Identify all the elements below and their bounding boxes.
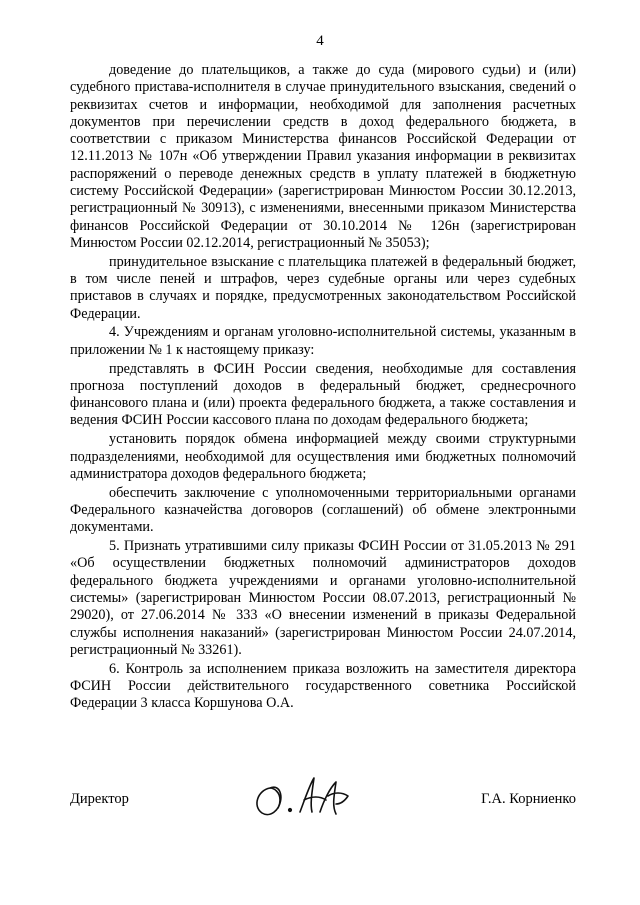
signature-block [70, 766, 576, 826]
handwritten-signature-icon [240, 766, 360, 826]
paragraph: доведение до плательщиков, а также до суда (мирового судьи) и (или) судебного пристава-исполнителя в случае принудительного взыскания, сведений о реквизитах счетов и информации, необходимой для заполнения расчетных документов при перечислении средств в доход федерального бюджета, в соответствии с приказом Министерства финансов Российской Федерации от 12.11.2013 № 107н «Об утверждении Правил указания информации в реквизитах распоряжений о переводе денежных средств в уплату платежей в бюджетную систему Российской Федерации» (зарегистрирован Минюстом России 30.12.2013, регистрационный № 30913), с изменениями, внесенными приказом Министерства финансов Российской Федерации от 30.10.2014 № 126н (зарегистрирован Минюстом России 02.12.2014, регистрационный № 35053); [70, 62, 576, 251]
page-number: 4 [316, 33, 324, 49]
signatory-name: Г.А. Корниенко [481, 791, 576, 807]
signatory-role: Директор [70, 791, 129, 807]
paragraph: обеспечить заключение с уполномоченными территориальными органами Федерального казначейства договоров (соглашений) об обмене электронными документами. [70, 484, 576, 536]
paragraph: 5. Признать утратившими силу приказы ФСИН России от 31.05.2013 № 291 «Об осуществлении бюджетных полномочий администраторов доходов федерального бюджета учреждениями и органами уголовно-исполнительной системы» (зарегистрирован Минюстом России 08.07.2013, регистрационный № 29020), от 27.06.2014 № 333 «О внесении изменений в приказы Федеральной службы исполнения наказаний» (зарегистрирован Минюстом России 24.07.2014, регистрационный № 33261). [70, 538, 576, 658]
paragraph: представлять в ФСИН России сведения, необходимые для составления прогноза поступлений доходов в федеральный бюджет, среднесрочного финансового плана и (или) проекта федерального бюджета, а также составления и ведения ФСИН России кассового плана по доходам федерального бюджета; [70, 360, 576, 429]
paragraph: 6. Контроль за исполнением приказа возложить на заместителя директора ФСИН России действительного государственного советника Российской Федерации 3 класса Коршунова О.А. [70, 660, 576, 712]
document-body [70, 62, 576, 714]
paragraph: принудительное взыскание с плательщика платежей в федеральный бюджет, в том числе пеней и штрафов, через судебные органы или через судебных приставов в случаях и порядке, предусмотренных законодательством Российской Федерации. [70, 253, 576, 322]
paragraph: 4. Учреждениям и органам уголовно-исполнительной системы, указанным в приложении № 1 к настоящему приказу: [70, 324, 576, 358]
paragraph: установить порядок обмена информацией между своими структурными подразделениями, необходимой для осуществления ими бюджетных полномочий администратора доходов федерального бюджета; [70, 431, 576, 482]
